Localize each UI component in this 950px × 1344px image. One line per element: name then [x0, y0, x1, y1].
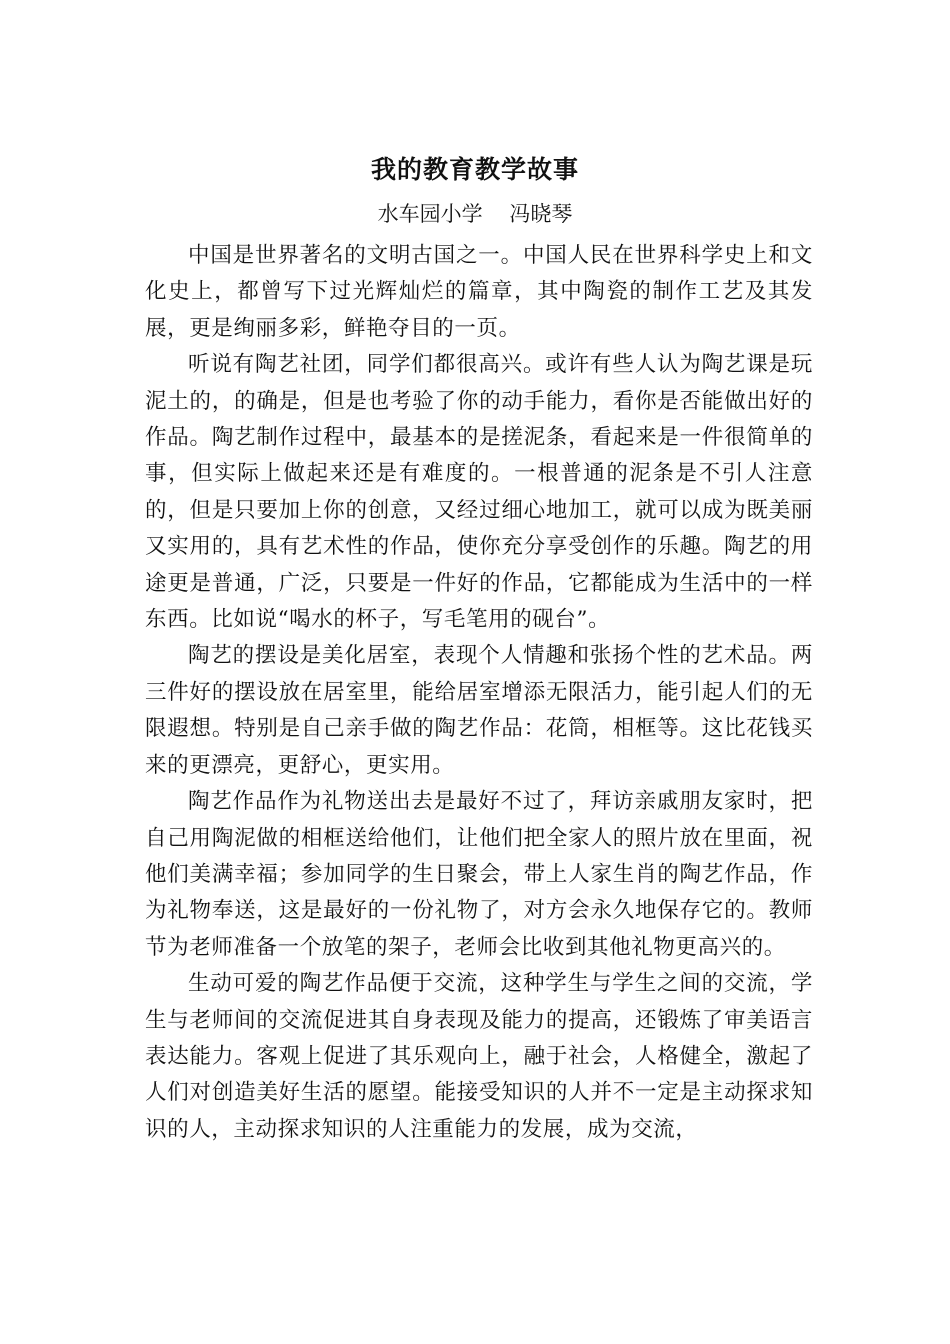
- paragraph-3: 陶艺的摆设是美化居室，表现个人情趣和张扬个性的艺术品。两三件好的摆设放在居室里，能给居室增添无限活力，能引起人们的无限遐想。特别是自己亲手做的陶艺作品：花筒，相框等。这比花钱买来的更漂亮，更舒心，更实用。: [145, 643, 813, 778]
- paragraph-4: 陶艺作品作为礼物送出去是最好不过了，拜访亲戚朋友家时，把自己用陶泥做的相框送给他们，让他们把全家人的照片放在里面，祝他们美满幸福；参加同学的生日聚会，带上人家生肖的陶艺作品，作为礼物奉送，这是最好的一份礼物了，对方会永久地保存它的。教师节为老师准备一个放笔的架子，老师会比收到其他礼物更高兴的。: [145, 789, 813, 960]
- author-byline: 水车园小学 冯晓琴: [377, 202, 573, 226]
- paragraph-5: 生动可爱的陶艺作品便于交流，这种学生与学生之间的交流，学生与老师间的交流促进其自身表现及能力的提高，还锻炼了审美语言表达能力。客观上促进了其乐观向上，融于社会，人格健全，激起了人们对创造美好生活的愿望。能接受知识的人并不一定是主动探求知识的人，主动探求知识的人注重能力的发展，成为交流，: [145, 971, 813, 1142]
- document-title: 我的教育教学故事: [370, 155, 579, 184]
- document-body: [145, 238, 813, 1148]
- paragraph-1: 中国是世界著名的文明古国之一。中国人民在世界科学史上和文化史上，都曾写下过光辉灿烂的篇章，其中陶瓷的制作工艺及其发展，更是绚丽多彩，鲜艳夺目的一页。: [145, 243, 813, 341]
- paragraph-2: 听说有陶艺社团，同学们都很高兴。或许有些人认为陶艺课是玩泥土的，的确是，但是也考验了你的动手能力，看你是否能做出好的作品。陶艺制作过程中，最基本的是搓泥条，看起来是一件很简单的事，但实际上做起来还是有难度的。一根普通的泥条是不引人注意的，但是只要加上你的创意，又经过细心地加工，就可以成为既美丽又实用的，具有艺术性的作品，使你充分享受创作的乐趣。陶艺的用途更是普通，广泛，只要是一件好的作品，它都能成为生活中的一样东西。比如说“喝水的杯子，写毛笔用的砚台”。: [145, 352, 813, 633]
